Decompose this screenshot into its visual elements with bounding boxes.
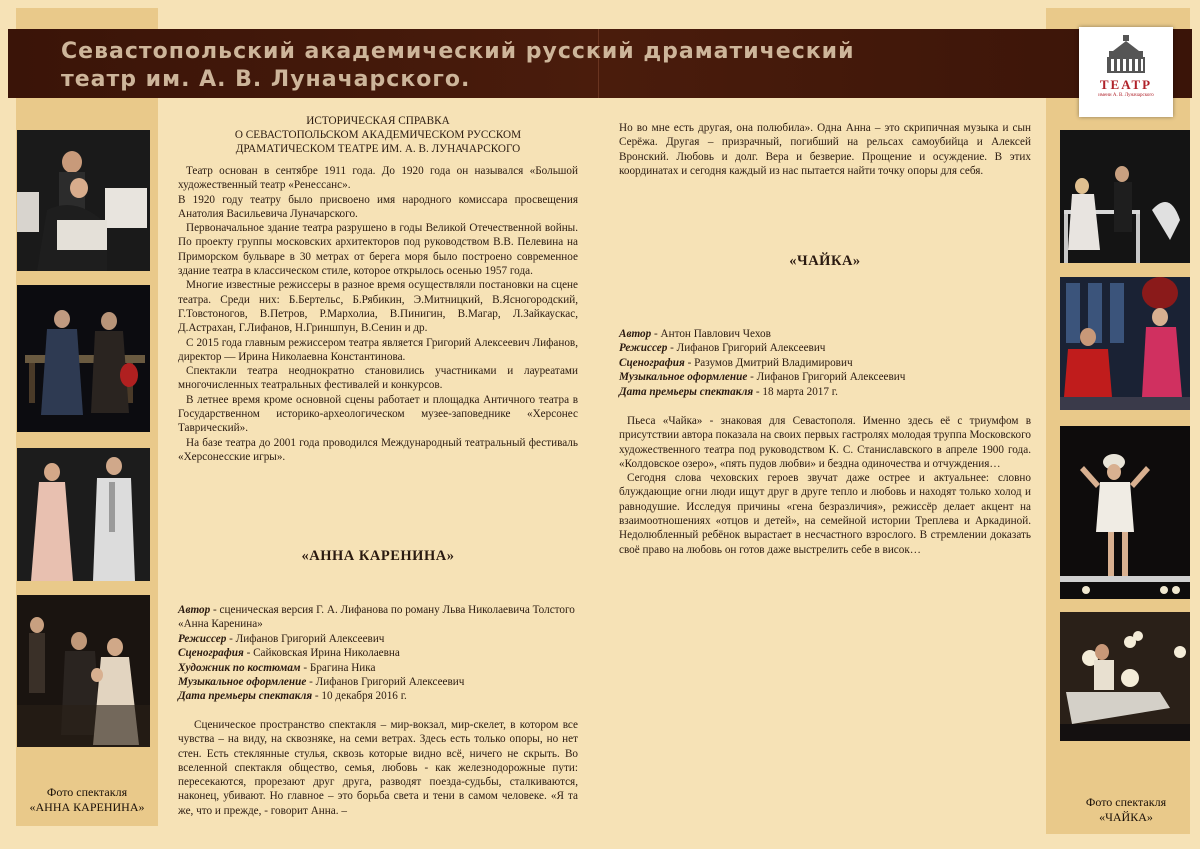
credit-value: - Антон Павлович Чехов: [651, 328, 771, 340]
anna-description-text: Сценическое пространство спектакля – мир-вокзал, мир-скелет, в котором все чувства – на виду, на сквозняке, на семи ветрах. Здесь есть только опоры, но нет стен. Есть стеклянные стулья, сквозь которые видно всё, ничего не скрыть. Во вселенной спектакля общество, семья, любовь - как железнодорожные пути: пересекаются, прорезают друг друга, разводят поезда-судьбы, сталкиваются, наконец, убивают. Но главное – это борьба света и тени в самом человеке. «Я та же, что и прежде, - говорит Анна. –: [178, 719, 578, 817]
right-caption-line-2: «ЧАЙКА»: [1099, 810, 1153, 824]
photo-anna-3: [17, 448, 150, 581]
credit-scenography: [619, 356, 1031, 370]
title-line-1: Севастопольский академический русский драматический: [61, 39, 855, 64]
credit-label: Музыкальное оформление: [619, 371, 748, 384]
credit-director: [619, 341, 1031, 355]
logo-word: ТЕАТР: [1099, 77, 1153, 92]
credit-label: Дата премьеры спектакля: [178, 690, 313, 703]
credit-label: Дата премьеры спектакля: [619, 385, 754, 398]
photo-anna-1: [17, 130, 150, 271]
history-paragraph: Многие известные режиссеры в разное время осуществляли постановки на сцене театра. Среди них: Б.Бертельс, Б.Рябикин, Э.Митницкий, В.Ясногородский, Г.Товстоногов, В.Петров, Р.Мархолиа, В.Пинигин, В.Магар, Л.Зайкаускас, Д.Астрахан, Г.Лифанов, Н.Гриншпун, В.Сенин и др.: [178, 279, 578, 335]
theatre-logo: [1079, 27, 1173, 117]
credit-author: [619, 327, 1031, 341]
credit-scenography: [178, 646, 578, 660]
history-paragraph: В летнее время кроме основной сцены работает и площадка Античного театра в Государственном историко-археологическом музее-заповеднике «Херсонес Таврический».: [178, 393, 578, 435]
left-caption-line-1: Фото спектакля: [46, 785, 128, 799]
title-line-2: театр им. А. В. Луначарского.: [61, 67, 471, 92]
anna-continuation-text: Но во мне есть другая, она полюбила». Одна Анна – это скрипичная музыка и сын Серёжа. Другая – призрачный, погибший на рельсах самоубийца и Алексей Вронский. Любовь и долг. Вера и безверие. Прощение и осуждение. В этих координатах и сегодня каждый из нас пытается найти точку опоры для себя.: [619, 122, 1031, 177]
photo-anna-2: [17, 285, 150, 432]
chaika-description: [619, 414, 1031, 557]
right-caption-line-1: Фото спектакля: [1085, 795, 1167, 809]
credit-premiere: [619, 385, 1031, 399]
history-paragraph: Первоначальное здание театра разрушено в годы Великой Отечественной войны. По проекту группы московских архитекторов под руководством В.В. Пелевина на Приморском бульваре в 30 метрах от берега моря было построено современное здание театра в классическом стиле, которое открылось осенью 1957 года.: [178, 222, 578, 278]
anna-credits: [178, 603, 578, 704]
history-section: [178, 114, 578, 464]
page-title: [61, 38, 855, 94]
history-heading-1: ИСТОРИЧЕСКАЯ СПРАВКА: [306, 115, 450, 127]
credit-value: - 10 декабря 2016 г.: [312, 690, 407, 703]
credit-value: - 18 марта 2017 г.: [753, 385, 838, 398]
credit-music: [619, 370, 1031, 384]
credit-label: Сценография: [619, 356, 685, 369]
left-photo-caption: [16, 785, 158, 815]
credit-costumes: [178, 661, 578, 675]
history-paragraph: Спектакли театра неоднократно становились участниками и лауреатами многочисленных театральных фестивалей и конкурсов.: [178, 365, 578, 392]
credit-label: Автор: [619, 328, 652, 340]
history-paragraph: Театр основан в сентябре 1911 года. До 1920 года он назывался «Большой художественный театр «Ренессанс».: [178, 165, 578, 192]
right-photo-caption: [1046, 795, 1200, 825]
credit-label: Музыкальное оформление: [178, 676, 307, 689]
photo-chaika-4: [1060, 612, 1190, 741]
anna-title: «АННА КАРЕНИНА»: [301, 548, 455, 564]
credit-premiere: [178, 689, 578, 703]
credit-value: - сценическая версия Г. А. Лифанова по роману Льва Николаевича Толстого «Анна Каренина»: [178, 604, 575, 631]
photo-chaika-1: [1060, 130, 1190, 263]
photo-chaika-2: [1060, 277, 1190, 410]
left-caption-line-2: «АННА КАРЕНИНА»: [29, 800, 145, 814]
credit-music: [178, 675, 578, 689]
credit-label: Режиссер: [619, 342, 668, 355]
credit-label: Художник по костюмам: [178, 661, 301, 674]
credit-label: Сценография: [178, 647, 244, 660]
chaika-title: «ЧАЙКА»: [789, 253, 861, 269]
credit-value: - Брагина Ника: [300, 661, 376, 674]
history-heading-2: О СЕВАСТОПОЛЬСКОМ АКАДЕМИЧЕСКОМ РУССКОМ: [234, 129, 522, 141]
history-heading-3: ДРАМАТИЧЕСКОМ ТЕАТРЕ ИМ. А. В. ЛУНАЧАРСКОГО: [235, 143, 521, 155]
credit-value: - Лифанов Григорий Алексеевич: [226, 632, 385, 645]
chaika-credits: [619, 327, 1031, 399]
history-paragraph: С 2015 года главным режиссером театра является Григорий Алексеевич Лифанов, директор — Ирина Николаевна Константинова.: [178, 336, 578, 363]
credit-value: - Лифанов Григорий Алексеевич: [747, 371, 906, 384]
chaika-paragraph: Сегодня слова чеховских героев звучат даже острее и актуальнее: словно блуждающие огни люди ищут друг в друге тепло и любовь и находят только холод и равнодушие. Исследуя причины «гена безразличия», режиссёр делает акцент на взаимоотношениях «отцов и детей», на семейной истории Треплева и Аркадиной. Недолюбленный ребёнок вырастает в несчастного взрослого. В стремлении доказать своё право на любовь он готов даже выстрелить себе в висок…: [619, 472, 1031, 556]
credit-value: - Лифанов Григорий Алексеевич: [667, 342, 826, 355]
credit-director: [178, 632, 578, 646]
photo-anna-4: [17, 595, 150, 747]
credit-label: Автор: [178, 604, 211, 616]
chaika-paragraph: Пьеса «Чайка» - знаковая для Севастополя. Именно здесь её с триумфом в присутствии автора показала на своих первых гастролях молодая труппа Московского художественного театра под руководством К. С. Станиславского в апреле 1900 года. «Колдовское озеро», «пять пудов любви» и бездна одиночества и отчуждения…: [619, 415, 1031, 470]
credit-label: Режиссер: [178, 632, 227, 645]
credit-author: [178, 603, 578, 632]
anna-description: [178, 718, 578, 818]
logo-subtitle: имени А. В. Луначарского: [1098, 93, 1154, 98]
history-paragraph: В 1920 году театру было присвоено имя народного комиссара просвещения Анатолия Васильевича Луначарского.: [178, 193, 578, 220]
photo-chaika-3: [1060, 426, 1190, 599]
anna-continuation: [619, 121, 1031, 178]
credit-value: - Разумов Дмитрий Владимирович: [684, 356, 853, 369]
credit-value: - Лифанов Григорий Алексеевич: [306, 676, 465, 689]
credit-value: - Сайковская Ирина Николаевна: [243, 647, 400, 660]
theatre-building-icon: [1079, 27, 1173, 77]
history-paragraph: На базе театра до 2001 года проводился Международный театральный фестиваль «Херсонесские игры».: [178, 436, 578, 463]
